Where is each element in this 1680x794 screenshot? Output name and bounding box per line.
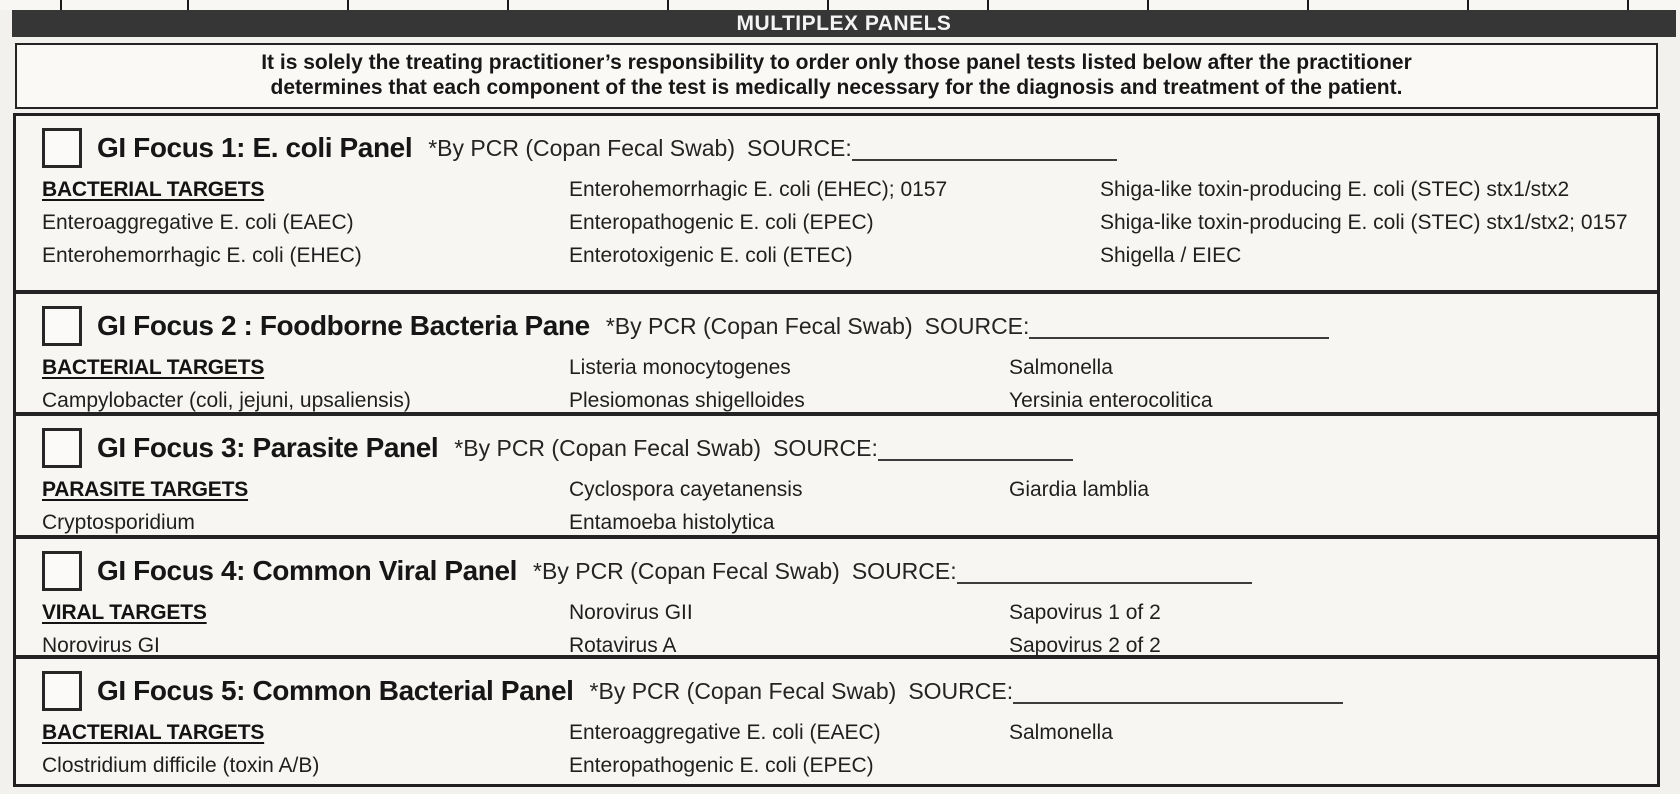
- cutoff-table-row: [0, 0, 1680, 10]
- target-item: Entamoeba histolytica: [569, 511, 775, 534]
- target-item: Norovirus GII: [569, 601, 693, 624]
- panel-gi-focus-5: [16, 659, 1657, 784]
- target-item: Norovirus GI: [42, 634, 160, 657]
- panel-2-source-label: SOURCE:: [924, 312, 1030, 339]
- target-item: Enteroaggregative E. coli (EAEC): [569, 721, 881, 744]
- panel-5-source-label: SOURCE:: [908, 677, 1014, 704]
- panel-4-source-field[interactable]: [957, 558, 1252, 584]
- target-item: Shiga-like toxin-producing E. coli (STEC) stx1/stx2: [1100, 178, 1570, 201]
- column-divider: [1627, 0, 1629, 10]
- column-divider: [827, 0, 829, 10]
- panel-4-title: GI Focus 4: Common Viral Panel: [97, 555, 518, 586]
- panel-5-header: [16, 659, 1657, 711]
- target-item: Enteropathogenic E. coli (EPEC): [569, 211, 874, 234]
- targets-heading: PARASITE TARGETS: [42, 478, 249, 501]
- column-divider: [187, 0, 189, 10]
- panel-4-source-label: SOURCE:: [851, 557, 957, 584]
- target-item: Yersinia enterocolitica: [1009, 389, 1213, 412]
- target-item: Listeria monocytogenes: [569, 356, 791, 379]
- panel-1-source-field[interactable]: [852, 135, 1117, 161]
- column-divider: [987, 0, 989, 10]
- section-title: MULTIPLEX PANELS: [736, 11, 952, 35]
- panel-5-method: *By PCR (Copan Fecal Swab): [589, 677, 897, 704]
- panel-2-targets: [16, 351, 1657, 417]
- column-divider: [507, 0, 509, 10]
- column-divider: [60, 0, 62, 10]
- panel-3-source-label: SOURCE:: [773, 434, 878, 461]
- panel-gi-focus-1: [16, 116, 1657, 294]
- panel-1-checkbox[interactable]: [42, 128, 82, 168]
- targets-heading: BACTERIAL TARGETS: [42, 178, 265, 201]
- panel-1-targets: [16, 173, 1657, 272]
- panel-3-checkbox[interactable]: [42, 428, 82, 468]
- target-item: Cyclospora cayetanensis: [569, 478, 803, 501]
- target-item: Enterohemorrhagic E. coli (EHEC): [42, 244, 362, 267]
- target-item: Shiga-like toxin-producing E. coli (STEC) stx1/stx2; 0157: [1100, 211, 1628, 234]
- panel-1-source-label: SOURCE:: [747, 134, 852, 161]
- column-divider: [1307, 0, 1309, 10]
- panel-3-method: *By PCR (Copan Fecal Swab): [454, 434, 762, 461]
- target-item: Salmonella: [1009, 356, 1113, 379]
- target-item: Shigella / EIEC: [1100, 244, 1242, 267]
- panel-list: [13, 113, 1660, 787]
- target-item: Enterotoxigenic E. coli (ETEC): [569, 244, 853, 267]
- panel-5-checkbox[interactable]: [42, 671, 82, 711]
- panel-3-targets: [16, 473, 1657, 539]
- target-item: Sapovirus 1 of 2: [1009, 601, 1161, 624]
- targets-heading: VIRAL TARGETS: [42, 601, 207, 624]
- panel-5-targets: [16, 716, 1657, 782]
- panel-2-header: [16, 294, 1657, 346]
- panel-4-targets: [16, 596, 1657, 662]
- targets-heading: BACTERIAL TARGETS: [42, 356, 265, 379]
- panel-2-method: *By PCR (Copan Fecal Swab): [605, 312, 913, 339]
- disclaimer-line-1: It is solely the treating practitioner’s responsibility to order only those panel tests listed below after the practitioner: [261, 51, 1412, 74]
- column-divider: [1467, 0, 1469, 10]
- target-item: Campylobacter (coli, jejuni, upsaliensis): [42, 389, 411, 412]
- panel-2-source-field[interactable]: [1029, 313, 1329, 339]
- panel-3-title: GI Focus 3: Parasite Panel: [97, 432, 439, 463]
- panel-gi-focus-4: [16, 539, 1657, 659]
- panel-2-title: GI Focus 2 : Foodborne Bacteria Pane: [97, 310, 590, 341]
- panel-3-source-field[interactable]: [878, 435, 1073, 461]
- panel-5-source-field[interactable]: [1013, 678, 1343, 704]
- panel-5-title: GI Focus 5: Common Bacterial Panel: [97, 675, 574, 706]
- panel-gi-focus-2: [16, 294, 1657, 416]
- multiplex-panels-form: [13, 41, 1660, 787]
- panel-4-header: [16, 539, 1657, 591]
- panel-1-method: *By PCR (Copan Fecal Swab): [428, 134, 735, 161]
- target-item: Enteropathogenic E. coli (EPEC): [569, 754, 874, 777]
- target-item: Plesiomonas shigelloides: [569, 389, 805, 412]
- panel-2-checkbox[interactable]: [42, 306, 82, 346]
- target-item: Giardia lamblia: [1009, 478, 1150, 501]
- panel-4-checkbox[interactable]: [42, 551, 82, 591]
- target-item: Enterohemorrhagic E. coli (EHEC); 0157: [569, 178, 948, 201]
- target-item: Rotavirus A: [569, 634, 677, 657]
- panel-1-title: GI Focus 1: E. coli Panel: [97, 132, 413, 163]
- disclaimer-line-2: determines that each component of the test is medically necessary for the diagnosis and treatment of the patient.: [270, 76, 1403, 99]
- target-item: Enteroaggregative E. coli (EAEC): [42, 211, 354, 234]
- target-item: Clostridium difficile (toxin A/B): [42, 754, 320, 777]
- column-divider: [347, 0, 349, 10]
- target-item: Sapovirus 2 of 2: [1009, 634, 1161, 657]
- targets-heading: BACTERIAL TARGETS: [42, 721, 265, 744]
- disclaimer-box: [15, 43, 1658, 109]
- section-title-bar: [12, 10, 1676, 37]
- panel-3-header: [16, 416, 1657, 468]
- panel-1-header: [16, 116, 1657, 168]
- panel-4-method: *By PCR (Copan Fecal Swab): [533, 557, 840, 584]
- column-divider: [667, 0, 669, 10]
- panel-gi-focus-3: [16, 416, 1657, 539]
- column-divider: [1147, 0, 1149, 10]
- target-item: Salmonella: [1009, 721, 1113, 744]
- target-item: Cryptosporidium: [42, 511, 195, 534]
